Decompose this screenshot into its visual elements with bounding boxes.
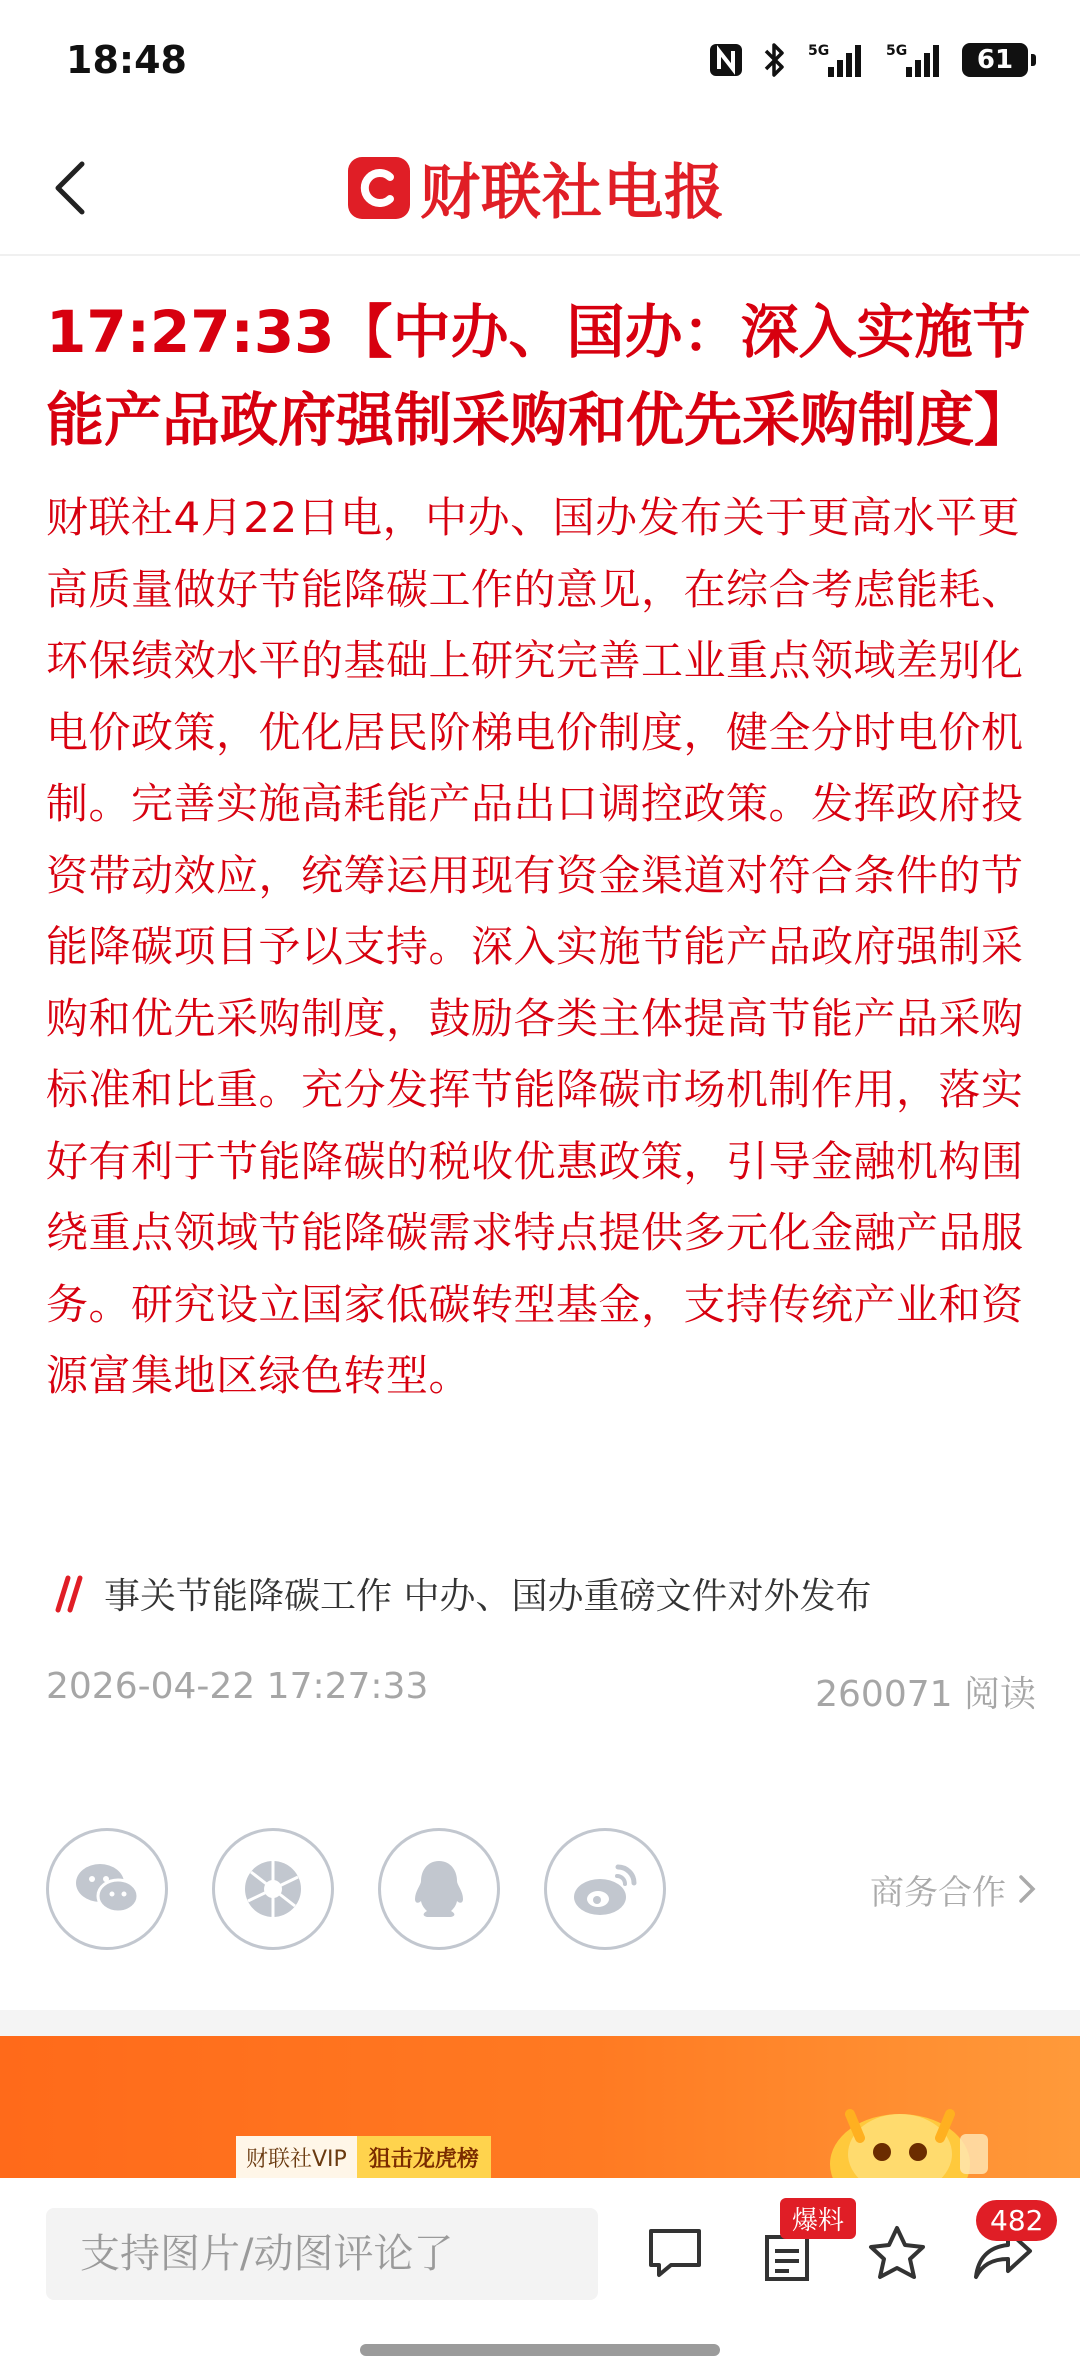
moments-aperture-icon (240, 1856, 306, 1922)
signal-5g-icon (884, 41, 944, 79)
publish-datetime: 2026-04-22 17:27:33 (46, 1666, 429, 1707)
weibo-icon (570, 1859, 640, 1919)
chevron-left-icon (50, 158, 90, 218)
comment-bubble-icon (645, 2225, 705, 2281)
tip-badge: 爆料 (780, 2198, 856, 2239)
section-divider (0, 2010, 1080, 2036)
qq-penguin-icon (411, 1857, 467, 1921)
bluetooth-icon (762, 41, 788, 79)
status-time: 18:48 (66, 38, 187, 82)
battery-icon: 61 (962, 43, 1028, 77)
svg-text:5G: 5G (808, 43, 830, 59)
app-header (0, 120, 1080, 256)
status-bar (0, 0, 1080, 120)
comment-input[interactable] (46, 2208, 598, 2300)
dragon-mascot-icon (810, 2074, 990, 2178)
logo-text-brand: 财联社 (420, 158, 603, 228)
favorite-button[interactable] (862, 2218, 932, 2288)
bottom-action-bar (0, 2178, 1080, 2376)
logo-text-telegraph: 电报 (603, 158, 725, 228)
share-count-badge: 482 (976, 2200, 1057, 2241)
home-indicator[interactable] (360, 2344, 720, 2356)
double-slash-icon (46, 1574, 86, 1614)
article-title: 17:27:33【中办、国办：深入实施节能产品政府强制采购和优先采购制度】 (46, 298, 1033, 454)
read-count: 260071 阅读 (815, 1674, 1036, 1715)
article-body: 财联社4月22日电，中办、国办发布关于更高水平更高质量做好节能降碳工作的意见，在综合考虑能耗、环保绩效水平的基础上研究完善工业重点领域差别化电价政策，优化居民阶梯电价制度，健全分时电价机制。完善实施高耗能产品出口调控政策。发挥政府投资带动效应，统筹运用现有资金渠道对符合条件的节能降碳项目予以支持。深入实施节能产品政府强制采购和优先采购制度，鼓励各类主体提高节能产品采购标准和比重。充分发挥节能降碳市场机制作用，落实好有利于节能降碳的税收优惠政策，引导金融机构围绕重点领域节能降碳需求特点提供多元化金融产品服务。研究设立国家低碳转型基金，支持传统产业和资源富集地区绿色转型。 (46, 493, 1024, 1400)
back-button[interactable] (30, 148, 110, 228)
svg-text:5G: 5G (886, 43, 908, 59)
status-icons (708, 40, 1028, 80)
promo-banner[interactable] (0, 2036, 1080, 2178)
star-icon (867, 2224, 927, 2282)
app-logo (348, 150, 725, 226)
related-article-text: 事关节能降碳工作 中办、国办重磅文件对外发布 (104, 1576, 872, 1617)
chevron-right-icon (1018, 1874, 1036, 1904)
article-meta (46, 1666, 1036, 1717)
business-cooperation-label: 商务合作 (870, 1872, 1006, 1913)
dragon-tiger-tag: 狙击龙虎榜 (357, 2136, 491, 2178)
share-qq-button[interactable] (378, 1828, 500, 1950)
related-article-link[interactable] (46, 1568, 1036, 1619)
vip-tag: 财联社VIP (236, 2136, 357, 2178)
share-row (46, 1828, 1036, 1950)
article (46, 288, 1036, 1412)
nfc-icon (708, 42, 744, 78)
share-wechat-button[interactable] (46, 1828, 168, 1950)
signal-5g-icon (806, 41, 866, 79)
wechat-icon (72, 1859, 142, 1919)
comment-button[interactable] (640, 2218, 710, 2288)
business-cooperation-link[interactable] (870, 1865, 1036, 1914)
banner-tags (236, 2136, 491, 2178)
share-moments-button[interactable] (212, 1828, 334, 1950)
logo-c-icon (348, 157, 410, 219)
share-weibo-button[interactable] (544, 1828, 666, 1950)
